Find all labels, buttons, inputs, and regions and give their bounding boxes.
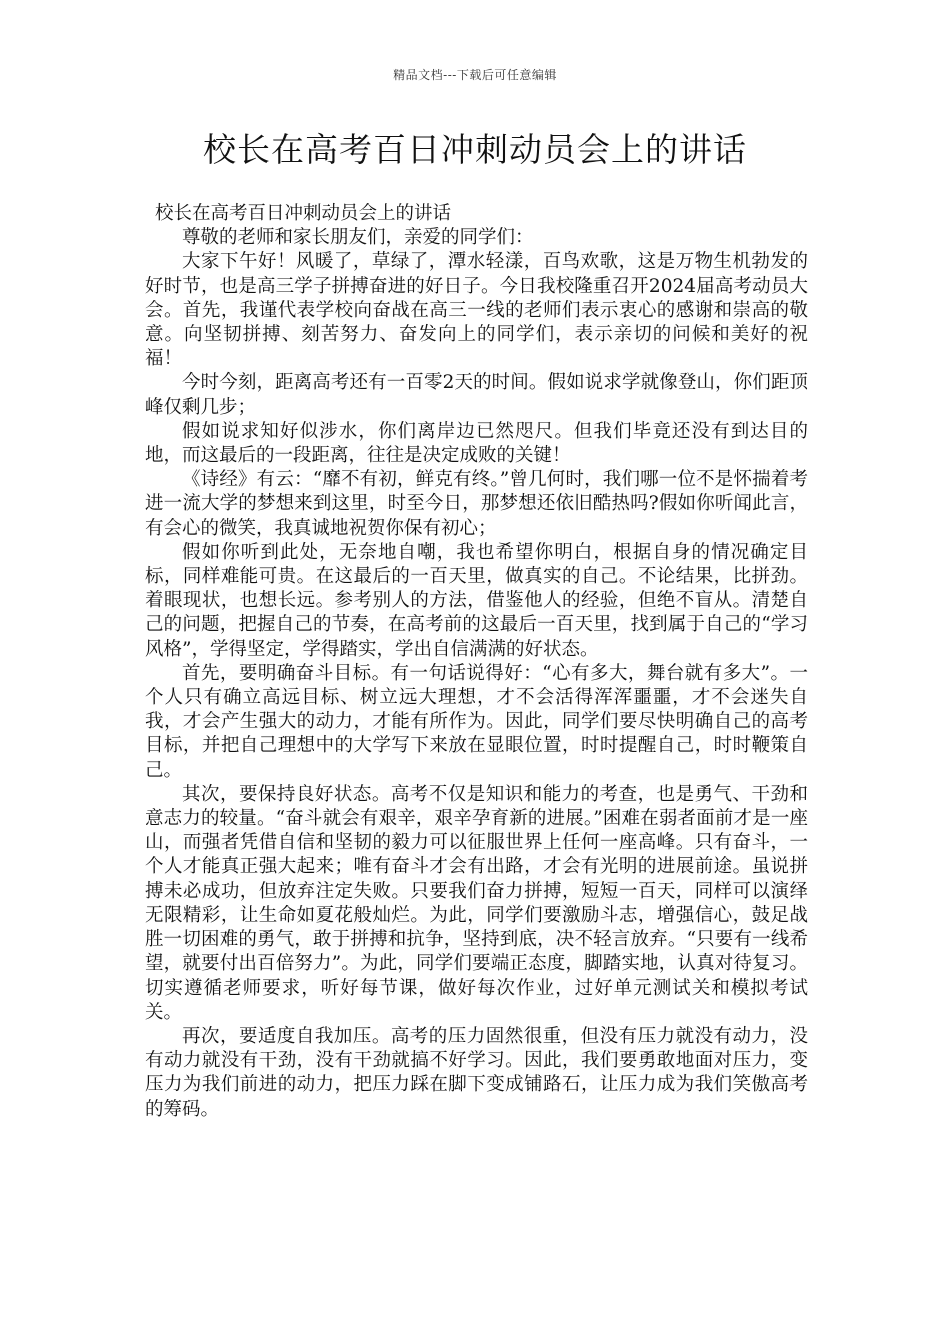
paragraph: 大家下午好！风暖了，草绿了，潭水轻漾，百鸟欢歌，这是万物生机勃发的好时节，也是高三学子拼搏奋进的好日子。今日我校隆重召开2024届高考动员大会。首先，我谨代表学校向奋战在高三一线的老师们表示衷心的感谢和崇高的敬意。向坚韧拼搏、刻苦努力、奋发向上的同学们，表示亲切的问候和美好的祝福！ — [145, 251, 808, 370]
paragraph: 《诗经》有云：“靡不有初，鲜克有终。”曾几何时，我们哪一位不是怀揣着考进一流大学的梦想来到这里，时至今日，那梦想还依旧酷热吗?假如你听闻此言，有会心的微笑，我真诚地祝贺你保有初心； — [145, 469, 808, 539]
paragraph: 今时今刻，距离高考还有一百零2天的时间。假如说求学就像登山，你们距顶峰仅剩几步； — [145, 372, 808, 418]
paragraph-greeting: 尊敬的老师和家长朋友们，亲爱的同学们： — [182, 227, 534, 249]
paragraph: 首先，要明确奋斗目标。有一句话说得好：“心有多大，舞台就有多大”。一个人只有确立高远目标、树立远大理想，才不会活得浑浑噩噩，才不会迷失自我，才会产生强大的动力，才能有所作为。因此，同学们要尽快明确自己的高考目标，并把自己理想中的大学写下来放在显眼位置，时时提醒自己，时时鞭策自己。 — [145, 662, 808, 781]
document-subtitle: 校长在高考百日冲刺动员会上的讲话 — [155, 203, 452, 224]
document-title: 校长在高考百日冲刺动员会上的讲话 — [203, 130, 747, 169]
header-note: 精品文档---下载后可任意编辑 — [393, 68, 557, 82]
paragraph: 再次，要适度自我加压。高考的压力固然很重，但没有压力就没有动力，没有动力就没有干劲，没有干劲就搞不好学习。因此，我们要勇敢地面对压力，变压力为我们前进的动力，把压力踩在脚下变成铺路石，让压力成为我们笑傲高考的筹码。 — [145, 1025, 808, 1120]
paragraph: 假如说求知好似涉水，你们离岸边已然咫尺。但我们毕竟还没有到达目的地，而这最后的一段距离，往往是决定成败的关键！ — [145, 420, 808, 467]
paragraph: 假如你听到此处，无奈地自嘲，我也希望你明白，根据自身的情况确定目标，同样难能可贵。在这最后的一百天里，做真实的自己。不论结果，比拼劲。着眼现状，也想长远。参考别人的方法，借鉴他人的经验，但绝不盲从。清楚自己的问题，把握自己的节奏，在高考前的这最后一百天里，找到属于自己的“学习风格”，学得坚定，学得踏实，学出自信满满的好状态。 — [145, 541, 808, 660]
paragraph: 其次，要保持良好状态。高考不仅是知识和能力的考查，也是勇气、干劲和意志力的较量。“奋斗就会有艰辛，艰辛孕育新的进展。”困难在弱者面前才是一座山，而强者凭借自信和坚韧的毅力可以征服世界上任何一座高峰。只有奋斗，一个人才能真正强大起来；唯有奋斗才会有出路，才会有光明的进展前途。虽说拼搏未必成功，但放弃注定失败。只要我们奋力拼搏，短短一百天，同样可以演绎无限精彩，让生命如夏花般灿烂。为此，同学们要激励斗志，增强信心，鼓足战胜一切困难的勇气，敢于拼搏和抗争，坚持到底，决不轻言放弃。“只要有一线希望，就要付出百倍努力”。为此，同学们要端正态度，脚踏实地，认真对待复习。切实遵循老师要求，听好每节课，做好每次作业，过好单元测试关和模拟考试关。 — [145, 783, 808, 1023]
document-body — [145, 202, 808, 1122]
